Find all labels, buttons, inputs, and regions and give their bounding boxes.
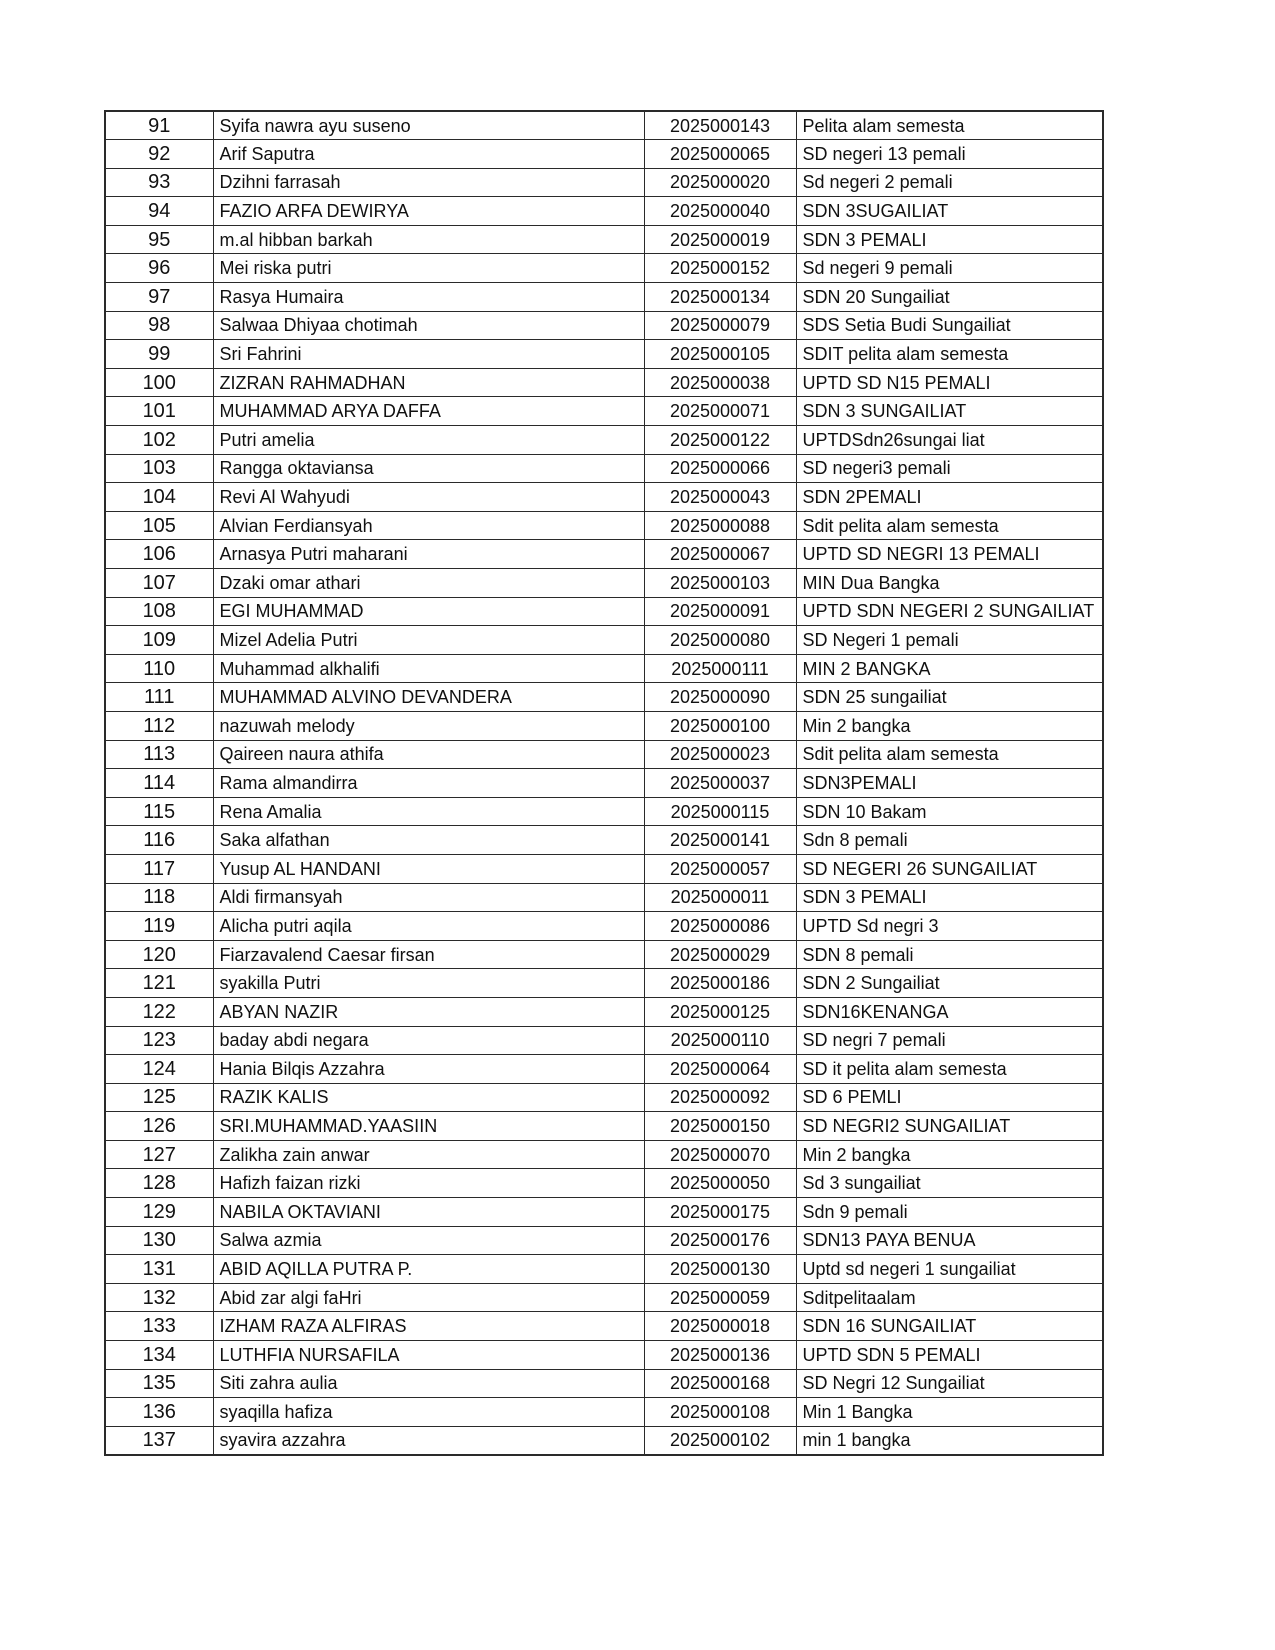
student-name-cell: m.al hibban barkah (213, 225, 644, 254)
registration-id-cell: 2025000150 (644, 1112, 796, 1141)
student-name-cell: ZIZRAN RAHMADHAN (213, 368, 644, 397)
school-name-cell: SDN3PEMALI (796, 769, 1103, 798)
row-number-cell: 109 (105, 626, 213, 655)
table-row (105, 454, 1103, 483)
registration-id-cell: 2025000125 (644, 997, 796, 1026)
row-number-cell: 129 (105, 1198, 213, 1227)
row-number-cell: 97 (105, 283, 213, 312)
school-name-cell: MIN Dua Bangka (796, 569, 1103, 598)
table-row (105, 1255, 1103, 1284)
row-number-cell: 111 (105, 683, 213, 712)
row-number-cell: 116 (105, 826, 213, 855)
table-row (105, 225, 1103, 254)
table-row (105, 483, 1103, 512)
table-row (105, 426, 1103, 455)
student-name-cell: Rama almandirra (213, 769, 644, 798)
school-name-cell: SD negeri 13 pemali (796, 140, 1103, 169)
registration-id-cell: 2025000040 (644, 197, 796, 226)
row-number-cell: 95 (105, 225, 213, 254)
row-number-cell: 120 (105, 940, 213, 969)
student-name-cell: FAZIO ARFA DEWIRYA (213, 197, 644, 226)
row-number-cell: 127 (105, 1140, 213, 1169)
student-name-cell: Muhammad alkhalifi (213, 654, 644, 683)
registration-id-cell: 2025000115 (644, 797, 796, 826)
registration-id-cell: 2025000066 (644, 454, 796, 483)
registration-id-cell: 2025000020 (644, 168, 796, 197)
table-row (105, 368, 1103, 397)
student-name-cell: Aldi firmansyah (213, 883, 644, 912)
participant-table-body (105, 111, 1103, 1455)
registration-id-cell: 2025000038 (644, 368, 796, 397)
school-name-cell: SD 6 PEMLI (796, 1083, 1103, 1112)
table-row (105, 140, 1103, 169)
school-name-cell: Sdit pelita alam semesta (796, 511, 1103, 540)
registration-id-cell: 2025000110 (644, 1026, 796, 1055)
school-name-cell: Sd 3 sungailiat (796, 1169, 1103, 1198)
student-name-cell: Rena Amalia (213, 797, 644, 826)
registration-id-cell: 2025000019 (644, 225, 796, 254)
registration-id-cell: 2025000070 (644, 1140, 796, 1169)
row-number-cell: 121 (105, 969, 213, 998)
row-number-cell: 125 (105, 1083, 213, 1112)
row-number-cell: 136 (105, 1398, 213, 1427)
registration-id-cell: 2025000043 (644, 483, 796, 512)
student-name-cell: Rangga oktaviansa (213, 454, 644, 483)
student-name-cell: nazuwah melody (213, 711, 644, 740)
table-row (105, 997, 1103, 1026)
table-row (105, 1083, 1103, 1112)
student-name-cell: Arif Saputra (213, 140, 644, 169)
registration-id-cell: 2025000186 (644, 969, 796, 998)
student-name-cell: Rasya Humaira (213, 283, 644, 312)
school-name-cell: MIN 2 BANGKA (796, 654, 1103, 683)
school-name-cell: SDN13 PAYA BENUA (796, 1226, 1103, 1255)
table-row (105, 711, 1103, 740)
student-name-cell: syavira azzahra (213, 1426, 644, 1455)
table-row (105, 1341, 1103, 1370)
row-number-cell: 96 (105, 254, 213, 283)
row-number-cell: 117 (105, 854, 213, 883)
student-name-cell: Syifa nawra ayu suseno (213, 111, 644, 140)
table-row (105, 854, 1103, 883)
registration-id-cell: 2025000090 (644, 683, 796, 712)
school-name-cell: UPTD Sd negri 3 (796, 912, 1103, 941)
row-number-cell: 103 (105, 454, 213, 483)
table-row (105, 797, 1103, 826)
row-number-cell: 135 (105, 1369, 213, 1398)
registration-id-cell: 2025000029 (644, 940, 796, 969)
table-row (105, 197, 1103, 226)
registration-id-cell: 2025000086 (644, 912, 796, 941)
row-number-cell: 112 (105, 711, 213, 740)
school-name-cell: UPTD SDN 5 PEMALI (796, 1341, 1103, 1370)
school-name-cell: SDN 3 PEMALI (796, 883, 1103, 912)
school-name-cell: Sdit pelita alam semesta (796, 740, 1103, 769)
school-name-cell: SD negri 7 pemali (796, 1026, 1103, 1055)
table-row (105, 912, 1103, 941)
school-name-cell: SDN 8 pemali (796, 940, 1103, 969)
registration-id-cell: 2025000136 (644, 1341, 796, 1370)
row-number-cell: 115 (105, 797, 213, 826)
student-name-cell: Mizel Adelia Putri (213, 626, 644, 655)
school-name-cell: Sdn 8 pemali (796, 826, 1103, 855)
student-name-cell: LUTHFIA NURSAFILA (213, 1341, 644, 1370)
school-name-cell: UPTD SDN NEGERI 2 SUNGAILIAT (796, 597, 1103, 626)
table-row (105, 654, 1103, 683)
registration-id-cell: 2025000175 (644, 1198, 796, 1227)
table-row (105, 1312, 1103, 1341)
student-name-cell: SRI.MUHAMMAD.YAASIIN (213, 1112, 644, 1141)
school-name-cell: SDN 3SUGAILIAT (796, 197, 1103, 226)
school-name-cell: UPTD SD NEGRI 13 PEMALI (796, 540, 1103, 569)
row-number-cell: 114 (105, 769, 213, 798)
row-number-cell: 100 (105, 368, 213, 397)
table-row (105, 826, 1103, 855)
row-number-cell: 92 (105, 140, 213, 169)
student-name-cell: MUHAMMAD ALVINO DEVANDERA (213, 683, 644, 712)
row-number-cell: 130 (105, 1226, 213, 1255)
student-name-cell: EGI MUHAMMAD (213, 597, 644, 626)
school-name-cell: SDS Setia Budi Sungailiat (796, 311, 1103, 340)
school-name-cell: SDN 16 SUNGAILIAT (796, 1312, 1103, 1341)
school-name-cell: SDIT pelita alam semesta (796, 340, 1103, 369)
table-row (105, 254, 1103, 283)
table-row (105, 340, 1103, 369)
row-number-cell: 106 (105, 540, 213, 569)
student-name-cell: Fiarzavalend Caesar firsan (213, 940, 644, 969)
table-row (105, 940, 1103, 969)
student-name-cell: Siti zahra aulia (213, 1369, 644, 1398)
registration-id-cell: 2025000134 (644, 283, 796, 312)
table-row (105, 1198, 1103, 1227)
school-name-cell: SDN 10 Bakam (796, 797, 1103, 826)
registration-id-cell: 2025000092 (644, 1083, 796, 1112)
registration-id-cell: 2025000023 (644, 740, 796, 769)
student-name-cell: MUHAMMAD ARYA DAFFA (213, 397, 644, 426)
registration-id-cell: 2025000037 (644, 769, 796, 798)
student-name-cell: Alvian Ferdiansyah (213, 511, 644, 540)
row-number-cell: 107 (105, 569, 213, 598)
school-name-cell: SD NEGRI2 SUNGAILIAT (796, 1112, 1103, 1141)
participant-table (104, 110, 1104, 1456)
student-name-cell: Dzaki omar athari (213, 569, 644, 598)
school-name-cell: Sditpelitaalam (796, 1283, 1103, 1312)
table-row (105, 1169, 1103, 1198)
school-name-cell: UPTDSdn26sungai liat (796, 426, 1103, 455)
registration-id-cell: 2025000071 (644, 397, 796, 426)
row-number-cell: 137 (105, 1426, 213, 1455)
row-number-cell: 94 (105, 197, 213, 226)
registration-id-cell: 2025000091 (644, 597, 796, 626)
school-name-cell: Pelita alam semesta (796, 111, 1103, 140)
student-name-cell: NABILA OKTAVIANI (213, 1198, 644, 1227)
school-name-cell: Min 1 Bangka (796, 1398, 1103, 1427)
school-name-cell: Min 2 bangka (796, 1140, 1103, 1169)
table-row (105, 683, 1103, 712)
row-number-cell: 134 (105, 1341, 213, 1370)
student-name-cell: Salwaa Dhiyaa chotimah (213, 311, 644, 340)
student-name-cell: ABID AQILLA PUTRA P. (213, 1255, 644, 1284)
row-number-cell: 98 (105, 311, 213, 340)
table-row (105, 1055, 1103, 1084)
student-name-cell: Sri Fahrini (213, 340, 644, 369)
school-name-cell: SDN 2 Sungailiat (796, 969, 1103, 998)
school-name-cell: Sd negeri 2 pemali (796, 168, 1103, 197)
student-name-cell: Hafizh faizan rizki (213, 1169, 644, 1198)
student-name-cell: syakilla Putri (213, 969, 644, 998)
row-number-cell: 131 (105, 1255, 213, 1284)
registration-id-cell: 2025000111 (644, 654, 796, 683)
registration-id-cell: 2025000152 (644, 254, 796, 283)
student-name-cell: Saka alfathan (213, 826, 644, 855)
school-name-cell: SDN 25 sungailiat (796, 683, 1103, 712)
row-number-cell: 128 (105, 1169, 213, 1198)
table-row (105, 1369, 1103, 1398)
student-name-cell: Salwa azmia (213, 1226, 644, 1255)
registration-id-cell: 2025000065 (644, 140, 796, 169)
registration-id-cell: 2025000100 (644, 711, 796, 740)
registration-id-cell: 2025000050 (644, 1169, 796, 1198)
row-number-cell: 122 (105, 997, 213, 1026)
registration-id-cell: 2025000018 (644, 1312, 796, 1341)
school-name-cell: Sd negeri 9 pemali (796, 254, 1103, 283)
registration-id-cell: 2025000079 (644, 311, 796, 340)
school-name-cell: Uptd sd negeri 1 sungailiat (796, 1255, 1103, 1284)
school-name-cell: SD Negeri 1 pemali (796, 626, 1103, 655)
student-name-cell: RAZIK KALIS (213, 1083, 644, 1112)
row-number-cell: 102 (105, 426, 213, 455)
school-name-cell: SDN 3 SUNGAILIAT (796, 397, 1103, 426)
registration-id-cell: 2025000011 (644, 883, 796, 912)
registration-id-cell: 2025000057 (644, 854, 796, 883)
school-name-cell: SDN16KENANGA (796, 997, 1103, 1026)
student-name-cell: Qaireen naura athifa (213, 740, 644, 769)
student-name-cell: Putri amelia (213, 426, 644, 455)
school-name-cell: SDN 3 PEMALI (796, 225, 1103, 254)
registration-id-cell: 2025000143 (644, 111, 796, 140)
student-name-cell: Yusup AL HANDANI (213, 854, 644, 883)
table-row (105, 168, 1103, 197)
registration-id-cell: 2025000102 (644, 1426, 796, 1455)
student-name-cell: Zalikha zain anwar (213, 1140, 644, 1169)
school-name-cell: Min 2 bangka (796, 711, 1103, 740)
row-number-cell: 110 (105, 654, 213, 683)
row-number-cell: 133 (105, 1312, 213, 1341)
registration-id-cell: 2025000141 (644, 826, 796, 855)
school-name-cell: UPTD SD N15 PEMALI (796, 368, 1103, 397)
school-name-cell: SDN 20 Sungailiat (796, 283, 1103, 312)
registration-id-cell: 2025000105 (644, 340, 796, 369)
table-row (105, 626, 1103, 655)
row-number-cell: 126 (105, 1112, 213, 1141)
student-name-cell: Mei riska putri (213, 254, 644, 283)
table-row (105, 883, 1103, 912)
row-number-cell: 99 (105, 340, 213, 369)
row-number-cell: 119 (105, 912, 213, 941)
table-row (105, 540, 1103, 569)
table-row (105, 1226, 1103, 1255)
school-name-cell: SD it pelita alam semesta (796, 1055, 1103, 1084)
table-row (105, 1398, 1103, 1427)
school-name-cell: min 1 bangka (796, 1426, 1103, 1455)
table-row (105, 1426, 1103, 1455)
student-name-cell: Arnasya Putri maharani (213, 540, 644, 569)
student-name-cell: baday abdi negara (213, 1026, 644, 1055)
registration-id-cell: 2025000067 (644, 540, 796, 569)
row-number-cell: 118 (105, 883, 213, 912)
registration-id-cell: 2025000176 (644, 1226, 796, 1255)
table-row (105, 283, 1103, 312)
table-row (105, 1026, 1103, 1055)
table-row (105, 1140, 1103, 1169)
row-number-cell: 93 (105, 168, 213, 197)
student-name-cell: ABYAN NAZIR (213, 997, 644, 1026)
table-row (105, 511, 1103, 540)
registration-id-cell: 2025000088 (644, 511, 796, 540)
row-number-cell: 132 (105, 1283, 213, 1312)
registration-id-cell: 2025000080 (644, 626, 796, 655)
row-number-cell: 108 (105, 597, 213, 626)
row-number-cell: 123 (105, 1026, 213, 1055)
registration-id-cell: 2025000122 (644, 426, 796, 455)
registration-id-cell: 2025000064 (644, 1055, 796, 1084)
registration-id-cell: 2025000103 (644, 569, 796, 598)
school-name-cell: SD NEGERI 26 SUNGAILIAT (796, 854, 1103, 883)
table-row (105, 969, 1103, 998)
row-number-cell: 124 (105, 1055, 213, 1084)
row-number-cell: 113 (105, 740, 213, 769)
table-row (105, 111, 1103, 140)
registration-id-cell: 2025000108 (644, 1398, 796, 1427)
student-name-cell: Hania Bilqis Azzahra (213, 1055, 644, 1084)
school-name-cell: SD negeri3 pemali (796, 454, 1103, 483)
table-row (105, 569, 1103, 598)
row-number-cell: 91 (105, 111, 213, 140)
table-row (105, 1112, 1103, 1141)
student-name-cell: Revi Al Wahyudi (213, 483, 644, 512)
school-name-cell: Sdn 9 pemali (796, 1198, 1103, 1227)
registration-id-cell: 2025000059 (644, 1283, 796, 1312)
row-number-cell: 101 (105, 397, 213, 426)
participant-table-wrapper (104, 110, 1104, 1456)
student-name-cell: Abid zar algi faHri (213, 1283, 644, 1312)
table-row (105, 397, 1103, 426)
student-name-cell: syaqilla hafiza (213, 1398, 644, 1427)
student-name-cell: Alicha putri aqila (213, 912, 644, 941)
registration-id-cell: 2025000168 (644, 1369, 796, 1398)
table-row (105, 311, 1103, 340)
registration-id-cell: 2025000130 (644, 1255, 796, 1284)
table-row (105, 1283, 1103, 1312)
table-row (105, 597, 1103, 626)
school-name-cell: SD Negri 12 Sungailiat (796, 1369, 1103, 1398)
school-name-cell: SDN 2PEMALI (796, 483, 1103, 512)
row-number-cell: 104 (105, 483, 213, 512)
table-row (105, 740, 1103, 769)
table-row (105, 769, 1103, 798)
row-number-cell: 105 (105, 511, 213, 540)
student-name-cell: Dzihni farrasah (213, 168, 644, 197)
student-name-cell: IZHAM RAZA ALFIRAS (213, 1312, 644, 1341)
